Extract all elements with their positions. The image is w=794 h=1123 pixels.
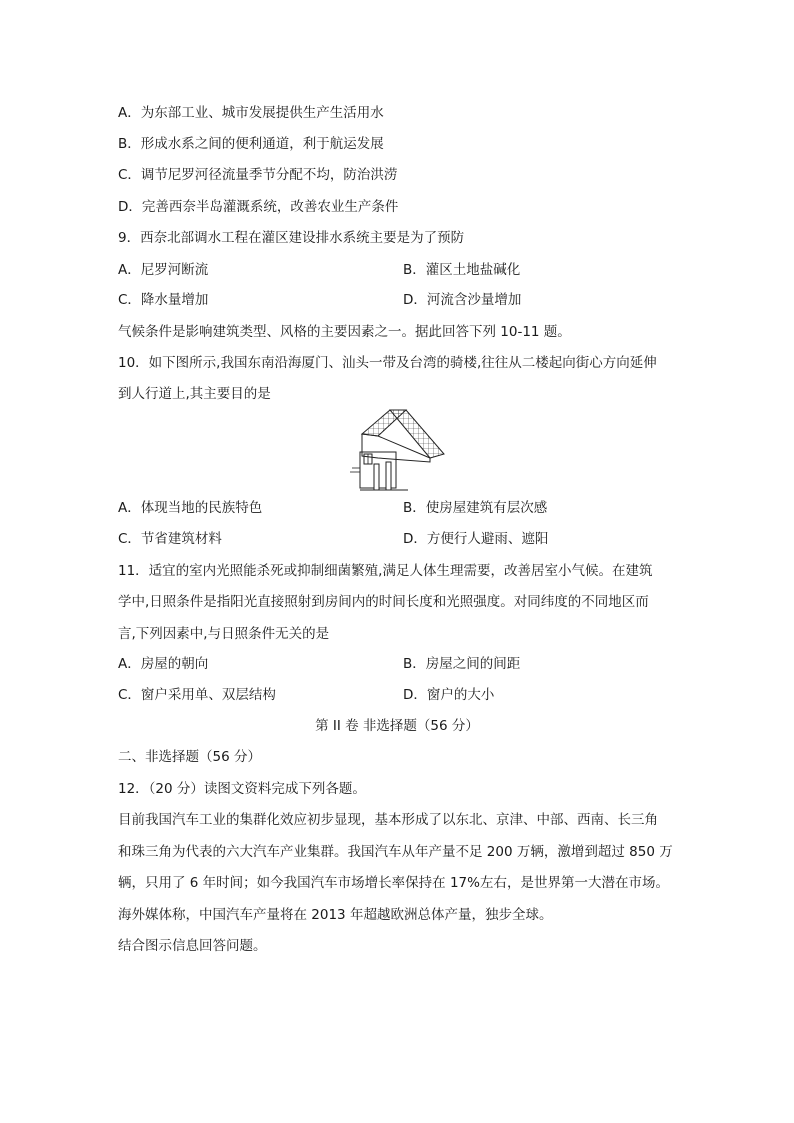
q11-stem-line1: 11．适宜的室内光照能杀死或抑制细菌繁殖,满足人体生理需要，改善居室小气候。在建筑 bbox=[118, 563, 653, 579]
q10-option-b: B．使房屋建筑有层次感 bbox=[403, 500, 548, 516]
q12-para-line2: 和珠三角为代表的六大汽车产业集群。我国汽车从年产量不足 200 万辆，激增到超过 850 万 bbox=[118, 844, 673, 860]
q11-option-b: B．房屋之间的间距 bbox=[403, 656, 521, 672]
q10-option-c: C．节省建筑材料 bbox=[118, 531, 222, 547]
section2-title: 第 II 卷 非选择题（56 分） bbox=[315, 718, 479, 734]
roof-right bbox=[390, 410, 444, 458]
q10-option-a: A．体现当地的民族特色 bbox=[118, 500, 263, 516]
arcade-pillar-right bbox=[386, 462, 391, 490]
intro-10-11: 气候条件是影响建筑类型、风格的主要因素之一。据此回答下列 10-11 题。 bbox=[118, 324, 571, 340]
q12-para-line1: 目前我国汽车工业的集群化效应初步显现，基本形成了以东北、京津、中部、西南、长三角 bbox=[118, 812, 658, 828]
q8-option-c: C．调节尼罗河径流量季节分配不均，防治洪涝 bbox=[118, 167, 398, 183]
q8-option-a: A．为东部工业、城市发展提供生产生活用水 bbox=[118, 105, 384, 121]
q9-stem: 9．西奈北部调水工程在灌区建设排水系统主要是为了预防 bbox=[118, 230, 465, 246]
q11-option-a: A．房屋的朝向 bbox=[118, 656, 209, 672]
q10-stem-line1: 10．如下图所示,我国东南沿海厦门、汕头一带及台湾的骑楼,往往从二楼起向街心方向延伸 bbox=[118, 355, 657, 371]
q12-para-line4: 海外媒体称，中国汽车产量将在 2013 年超越欧洲总体产量，独步全球。 bbox=[118, 907, 553, 923]
q9-option-d: D．河流含沙量增加 bbox=[403, 292, 522, 308]
q9-option-a: A．尼罗河断流 bbox=[118, 262, 209, 278]
q11-stem-line2: 学中,日照条件是指阳光直接照射到房间内的时间长度和光照强度。对同纬度的不同地区而 bbox=[118, 594, 649, 610]
arcade-pillar-left bbox=[374, 464, 379, 490]
q11-stem-line3: 言,下列因素中,与日照条件无关的是 bbox=[118, 626, 330, 642]
q10-stem-line2: 到人行道上,其主要目的是 bbox=[118, 386, 271, 402]
q11-option-c: C．窗户采用单、双层结构 bbox=[118, 687, 276, 703]
q8-option-d: D．完善西奈半岛灌溉系统，改善农业生产条件 bbox=[118, 199, 399, 215]
q12-para-line3: 辆，只用了 6 年时间；如今我国汽车市场增长率保持在 17%左右，是世界第一大潜在市场。 bbox=[118, 875, 669, 891]
arcade-building-figure bbox=[348, 408, 448, 492]
q12-stem: 12．（20 分）读图文资料完成下列各题。 bbox=[118, 781, 366, 797]
q10-option-d: D．方便行人避雨、遮阳 bbox=[403, 531, 549, 547]
section2-heading: 二、非选择题（56 分） bbox=[118, 749, 261, 765]
q12-closing: 结合图示信息回答问题。 bbox=[118, 938, 267, 954]
q8-option-b: B．形成水系之间的便利通道，利于航运发展 bbox=[118, 136, 384, 152]
q9-option-b: B．灌区土地盐碱化 bbox=[403, 262, 521, 278]
q11-option-d: D．窗户的大小 bbox=[403, 687, 495, 703]
q9-option-c: C．降水量增加 bbox=[118, 292, 209, 308]
